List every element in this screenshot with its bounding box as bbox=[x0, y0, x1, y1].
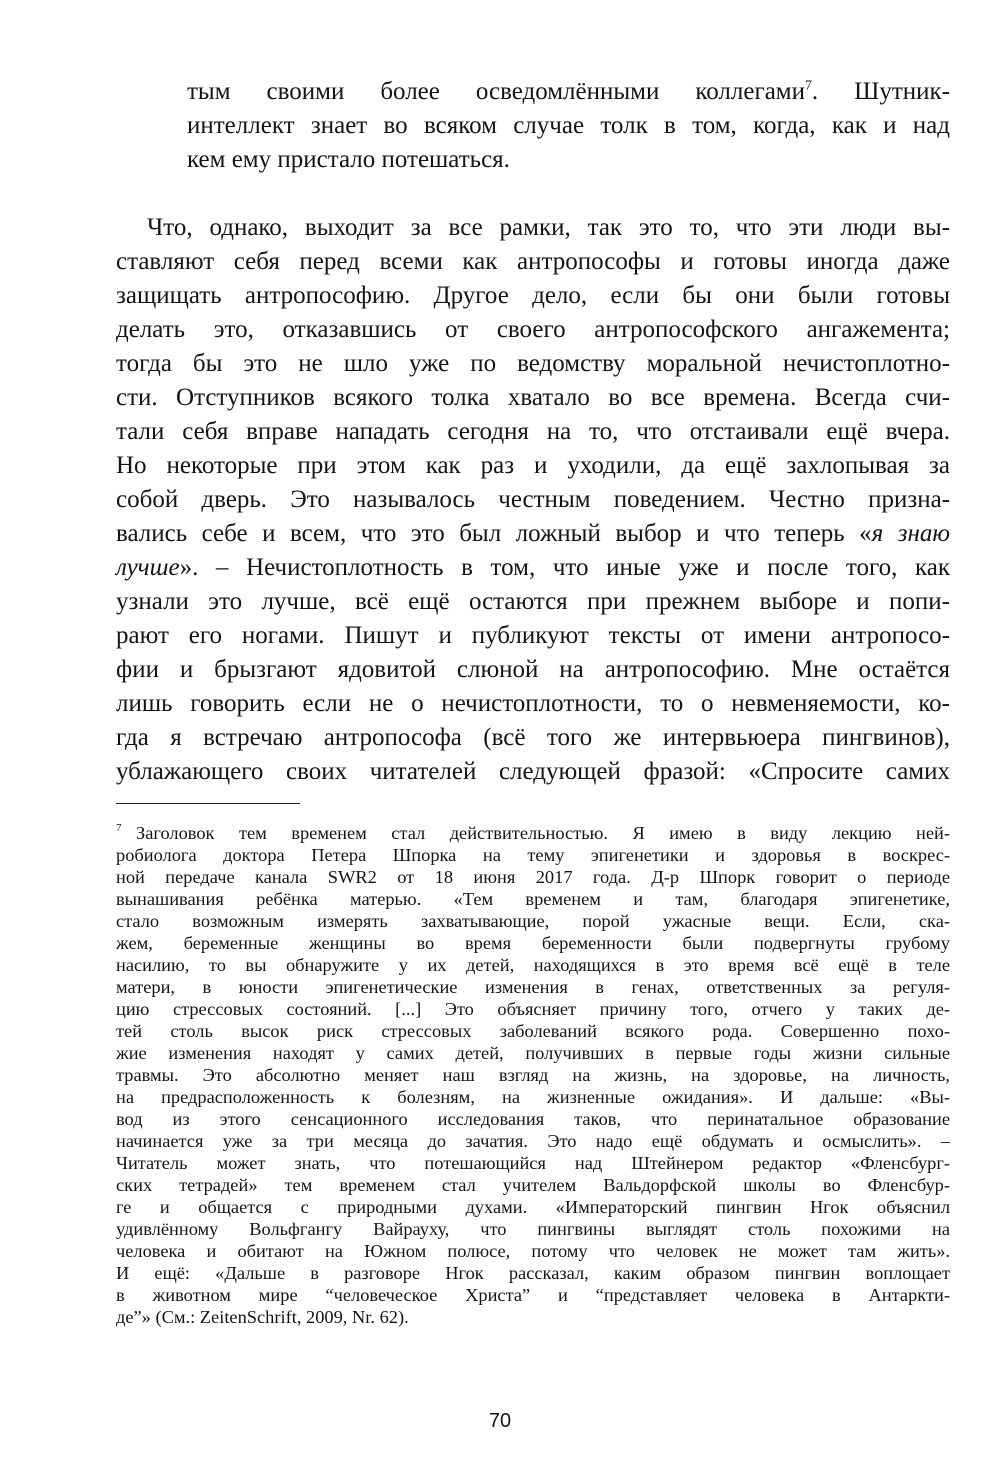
footnote-line: матери, в юности эпигенетические изменения в генах, ответственных за регуля- bbox=[116, 977, 950, 997]
footnote-line: вод из этого сенсационного исследования таков, что перинатальное образование bbox=[116, 1109, 950, 1129]
footnote-line: цию стрессовых состояний. [...] Это объясняет причину того, отчего у таких де- bbox=[116, 999, 950, 1019]
emphasis: лучше bbox=[116, 554, 180, 581]
footnote-line: человека и обитают на Южном полюсе, потому что человек не может там жить». bbox=[116, 1241, 950, 1261]
paragraph-line: Но некоторые при этом как раз и уходили, да ещё захлопывая за bbox=[116, 452, 950, 479]
continuation-line: кем ему пристало потешаться. bbox=[187, 146, 510, 173]
footnote-divider bbox=[116, 803, 300, 804]
footnote-line: де”» (См.: ZeitenSchrift, 2009, Nr. 62). bbox=[116, 1307, 409, 1327]
paragraph-line: защищать антропософию. Другое дело, если бы они были готовы bbox=[116, 282, 950, 309]
footnote-line: робиолога доктора Петера Шпорка на тему эпигенетики и здоровья в воскрес- bbox=[116, 845, 950, 865]
footnote-line: удивлённому Вольфгангу Вайрауху, что пингвины выглядят столь похожими на bbox=[116, 1219, 950, 1239]
page-number: 70 bbox=[488, 1410, 512, 1432]
emphasis: я знаю bbox=[871, 520, 950, 547]
footnote-line: ге и общается с природными духами. «Императорский пингвин Нгок объяснил bbox=[116, 1197, 950, 1217]
paragraph-line: лучше». – Нечистоплотность в том, что иные уже и после того, как bbox=[116, 554, 950, 581]
footnote-line: тей столь высок риск стрессовых заболеваний всякого рода. Совершенно похо- bbox=[116, 1021, 950, 1041]
paragraph-line: ублажающего своих читателей следующей фразой: «Спросите самих bbox=[116, 758, 950, 785]
footnote-line: стало возможным измерять захватывающие, порой ужасные вещи. Если, ска- bbox=[116, 911, 950, 931]
continuation-line: интеллект знает во всяком случае толк в том, когда, как и над bbox=[187, 112, 950, 139]
paragraph-line: тали себя вправе нападать сегодня на то, что отстаивали ещё вчера. bbox=[116, 418, 950, 445]
footnote-ref[interactable]: 7 bbox=[805, 77, 812, 93]
paragraph-line: ставляют себя перед всеми как антропософы и готовы иногда даже bbox=[116, 248, 950, 275]
footnote-line: жие изменения находят у самих детей, получивших в первые годы жизни сильные bbox=[116, 1043, 950, 1063]
footnote-line: травмы. Это абсолютно меняет наш взгляд на жизнь, на здоровье, на личность, bbox=[116, 1065, 950, 1085]
footnote-line: вынашивания ребёнка матерью. «Тем временем и там, благодаря эпигенетике, bbox=[116, 889, 950, 909]
paragraph-line: рают его ногами. Пишут и публикуют тексты от имени антропосо- bbox=[116, 622, 950, 649]
footnote-line: в животном мире “человеческое Христа” и “представляет человека в Антаркти- bbox=[116, 1285, 950, 1305]
paragraph-line: вались себе и всем, что это был ложный выбор и что теперь «я знаю bbox=[116, 520, 950, 547]
paragraph-line: узнали это лучше, всё ещё остаются при прежнем выборе и попи- bbox=[116, 588, 950, 615]
paragraph-line: собой дверь. Это называлось честным поведением. Честно призна- bbox=[116, 486, 950, 513]
paragraph-line: гда я встречаю антропософа (всё того же интервьюера пингвинов), bbox=[116, 724, 950, 751]
paragraph-line: тогда бы это не шло уже по ведомству моральной нечистоплотно- bbox=[116, 350, 950, 377]
footnote-line: Читатель может знать, что потешающийся над Штейнером редактор «Фленсбург- bbox=[116, 1153, 950, 1173]
paragraph-line: делать это, отказавшись от своего антропософского ангажемента; bbox=[116, 316, 950, 343]
paragraph-line: фии и брызгают ядовитой слюной на антропософию. Мне остаётся bbox=[116, 656, 950, 683]
footnote-line: начинается уже за три месяца до зачатия. Это надо ещё обдумать и осмыслить». – bbox=[116, 1131, 950, 1151]
footnote-marker: 7 bbox=[116, 822, 122, 834]
paragraph-line: Что, однако, выходит за все рамки, так это то, что эти люди вы- bbox=[147, 214, 950, 241]
footnote-line: жем, беременные женщины во время беременности были подвергнуты грубому bbox=[116, 933, 950, 953]
footnote-line: насилию, то вы обнаружите у их детей, находящихся в это время всё ещё в теле bbox=[116, 955, 950, 975]
footnote-line: на предрасположенность к болезням, на жизненные ожидания». И дальше: «Вы- bbox=[116, 1087, 950, 1107]
footnote-line: ной передаче канала SWR2 от 18 июня 2017 года. Д-р Шпорк говорит о периоде bbox=[116, 867, 950, 887]
footnote-line: Заголовок тем временем стал действительностью. Я имею в виду лекцию ней- bbox=[136, 823, 950, 843]
paragraph-line: лишь говорить если не о нечистоплотности, то о невменяемости, ко- bbox=[116, 690, 950, 717]
footnote-line: И ещё: «Дальше в разговоре Нгок рассказал, каким образом пингвин воплощает bbox=[116, 1263, 950, 1283]
footnote-line: ских тетрадей» тем временем стал учителем Вальдорфской школы во Фленсбур- bbox=[116, 1175, 950, 1195]
paragraph-line: сти. Отступников всякого толка хватало во все времена. Всегда счи- bbox=[116, 384, 950, 411]
continuation-line: тым своими более осведомлёнными коллегами$^7$. Шутник- bbox=[187, 77, 950, 105]
